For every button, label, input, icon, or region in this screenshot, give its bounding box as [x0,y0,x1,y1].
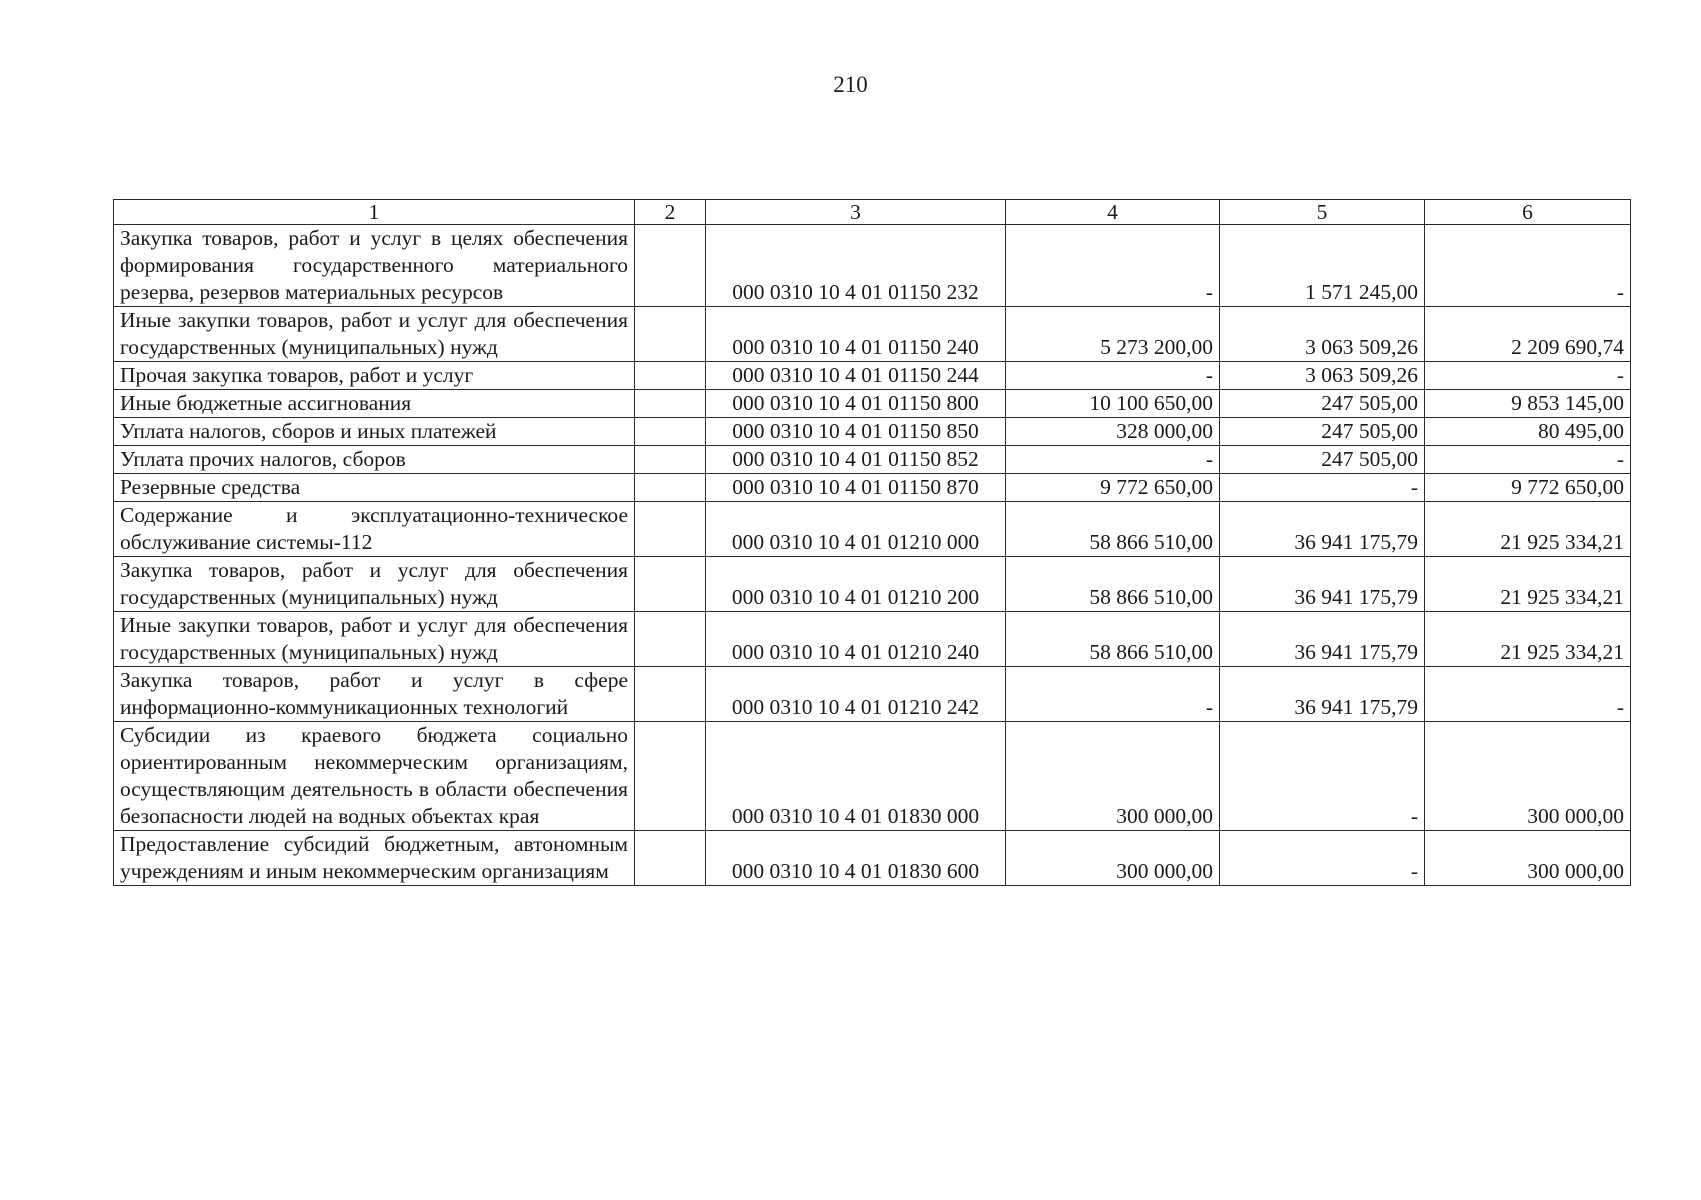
row-name-cell: Иные закупки товаров, работ и услуг для обеспечения государственных (муниципальных) нужд [114,612,635,667]
row-col6-value: 9 853 145,00 [1425,390,1631,418]
table-row [114,446,1631,474]
row-name-cell: Иные закупки товаров, работ и услуг для обеспечения государственных (муниципальных) нужд [114,307,635,362]
row-col5-value: 3 063 509,26 [1220,307,1425,362]
column-header-4: 4 [1006,200,1220,225]
row-col4-value: 300 000,00 [1006,831,1220,886]
table-row [114,722,1631,831]
table-row [114,474,1631,502]
row-col2-cell [635,557,706,612]
row-col5-value: 247 505,00 [1220,418,1425,446]
row-col4-value: - [1006,362,1220,390]
row-col6-value: 21 925 334,21 [1425,502,1631,557]
table-row [114,362,1631,390]
row-col4-value: 58 866 510,00 [1006,557,1220,612]
row-col6-value: 21 925 334,21 [1425,557,1631,612]
row-col2-cell [635,418,706,446]
table-row [114,612,1631,667]
row-col4-value: 5 273 200,00 [1006,307,1220,362]
row-col2-cell [635,362,706,390]
row-name-cell: Уплата прочих налогов, сборов [114,446,635,474]
row-name-cell: Содержание и эксплуатационно-техническое обслуживание системы-112 [114,502,635,557]
row-code-cell: 000 0310 10 4 01 01830 600 [706,831,1006,886]
row-col5-value: 36 941 175,79 [1220,612,1425,667]
row-col6-value: 80 495,00 [1425,418,1631,446]
row-name-cell: Предоставление субсидий бюджетным, автономным учреждениям и иным некоммерческим организациям [114,831,635,886]
row-name-cell: Закупка товаров, работ и услуг в целях обеспечения формирования государственного материального резерва, резервов материальных ресурсов [114,225,635,307]
row-col5-value: 36 941 175,79 [1220,502,1425,557]
row-col4-value: 10 100 650,00 [1006,390,1220,418]
row-code-cell: 000 0310 10 4 01 01210 200 [706,557,1006,612]
row-name-cell: Закупка товаров, работ и услуг в сфере информационно-коммуникационных технологий [114,667,635,722]
row-col6-value: 9 772 650,00 [1425,474,1631,502]
table-body [114,225,1631,886]
row-col6-value: - [1425,225,1631,307]
row-col5-value: - [1220,831,1425,886]
row-col2-cell [635,390,706,418]
row-col4-value: - [1006,225,1220,307]
row-name-cell: Прочая закупка товаров, работ и услуг [114,362,635,390]
row-code-cell: 000 0310 10 4 01 01210 240 [706,612,1006,667]
row-col2-cell [635,474,706,502]
row-code-cell: 000 0310 10 4 01 01830 000 [706,722,1006,831]
row-col5-value: - [1220,474,1425,502]
row-col4-value: 300 000,00 [1006,722,1220,831]
row-col4-value: - [1006,667,1220,722]
row-code-cell: 000 0310 10 4 01 01210 242 [706,667,1006,722]
row-col6-value: 300 000,00 [1425,722,1631,831]
row-name-cell: Закупка товаров, работ и услуг для обеспечения государственных (муниципальных) нужд [114,557,635,612]
row-col6-value: - [1425,362,1631,390]
budget-table [113,199,1631,886]
row-col4-value: 9 772 650,00 [1006,474,1220,502]
row-name-cell: Уплата налогов, сборов и иных платежей [114,418,635,446]
table-row [114,502,1631,557]
row-col2-cell [635,307,706,362]
row-col5-value: 247 505,00 [1220,390,1425,418]
row-col4-value: - [1006,446,1220,474]
column-header-1: 1 [114,200,635,225]
column-header-6: 6 [1425,200,1631,225]
row-col2-cell [635,502,706,557]
row-code-cell: 000 0310 10 4 01 01150 232 [706,225,1006,307]
row-col6-value: - [1425,446,1631,474]
row-col5-value: 36 941 175,79 [1220,667,1425,722]
row-col2-cell [635,446,706,474]
row-col2-cell [635,667,706,722]
row-code-cell: 000 0310 10 4 01 01150 852 [706,446,1006,474]
row-code-cell: 000 0310 10 4 01 01210 000 [706,502,1006,557]
row-col5-value: 1 571 245,00 [1220,225,1425,307]
column-header-3: 3 [706,200,1006,225]
row-col6-value: 300 000,00 [1425,831,1631,886]
page-number: 210 [833,72,868,97]
row-col6-value: 2 209 690,74 [1425,307,1631,362]
table-row [114,225,1631,307]
row-code-cell: 000 0310 10 4 01 01150 244 [706,362,1006,390]
row-name-cell: Субсидии из краевого бюджета социально ориентированным некоммерческим организациям, осуществляющим деятельность в области обеспечения безопасности людей на водных объектах края [114,722,635,831]
row-col5-value: 36 941 175,79 [1220,557,1425,612]
row-code-cell: 000 0310 10 4 01 01150 850 [706,418,1006,446]
row-name-cell: Резервные средства [114,474,635,502]
row-code-cell: 000 0310 10 4 01 01150 870 [706,474,1006,502]
row-col6-value: - [1425,667,1631,722]
table-row [114,831,1631,886]
row-col5-value: 247 505,00 [1220,446,1425,474]
table-row [114,667,1631,722]
column-header-2: 2 [635,200,706,225]
table-row [114,307,1631,362]
row-col4-value: 58 866 510,00 [1006,502,1220,557]
row-code-cell: 000 0310 10 4 01 01150 240 [706,307,1006,362]
table-row [114,390,1631,418]
row-col2-cell [635,225,706,307]
row-col2-cell [635,722,706,831]
row-col2-cell [635,612,706,667]
row-col2-cell [635,831,706,886]
table-header-row [114,200,1631,225]
row-col4-value: 58 866 510,00 [1006,612,1220,667]
row-col5-value: - [1220,722,1425,831]
row-col6-value: 21 925 334,21 [1425,612,1631,667]
row-col4-value: 328 000,00 [1006,418,1220,446]
row-code-cell: 000 0310 10 4 01 01150 800 [706,390,1006,418]
table-row [114,418,1631,446]
table-row [114,557,1631,612]
row-col5-value: 3 063 509,26 [1220,362,1425,390]
row-name-cell: Иные бюджетные ассигнования [114,390,635,418]
column-header-5: 5 [1220,200,1425,225]
